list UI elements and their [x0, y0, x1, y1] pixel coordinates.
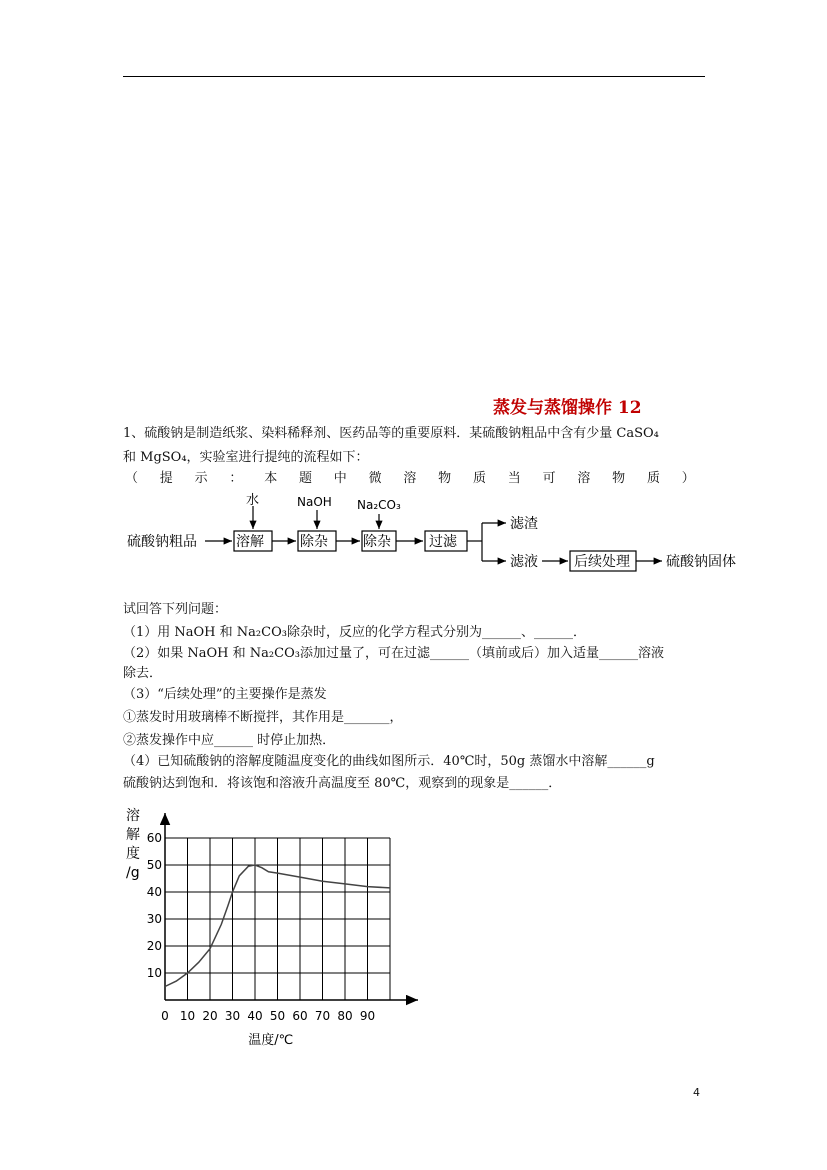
- x-axis-ticks: [161, 1009, 375, 1023]
- hint-char: 质: [646, 471, 660, 486]
- hint-char: 当: [507, 471, 521, 486]
- flow-residue-label: 滤渣: [510, 516, 538, 532]
- reagent-na2co3: Na₂CO₃: [357, 498, 401, 512]
- flow-step-dissolve: 溶解: [236, 534, 264, 550]
- solubility-chart: [118, 800, 438, 1050]
- x-tick-label: 40: [247, 1009, 263, 1023]
- reagent-naoh: NaOH: [297, 495, 332, 509]
- flow-step-remove-impurity-2: 除杂: [363, 534, 391, 550]
- y-tick-label: 10: [146, 966, 162, 980]
- hint-char: 溶: [577, 471, 591, 486]
- question-intro-line2: 和 MgSO₄，实验室进行提纯的流程如下：: [123, 450, 369, 465]
- x-tick-label: 60: [292, 1009, 308, 1023]
- question-3: （3）“后续处理”的主要操作是蒸发: [123, 687, 327, 702]
- hint-char: 物: [438, 471, 452, 486]
- y-tick-label: 50: [146, 858, 162, 872]
- x-tick-label: 10: [179, 1009, 196, 1023]
- y-tick-label: 40: [146, 885, 162, 899]
- flow-step-filter: 过滤: [429, 534, 457, 550]
- question-intro-line1: 1、硫酸钠是制造纸浆、染料稀释剂、医药品等的重要原料．某硫酸钠粗品中含有少量 CaSO₄: [123, 426, 659, 441]
- x-tick-label: 70: [314, 1009, 331, 1023]
- hint-char: 溶: [403, 471, 417, 486]
- y-tick-label: 30: [146, 912, 162, 926]
- questions-prompt: 试回答下列问题：: [123, 602, 228, 617]
- hint-char: （: [125, 471, 139, 486]
- hint-char: 微: [368, 471, 382, 486]
- hint-char: 题: [298, 471, 312, 486]
- x-tick-label: 80: [337, 1009, 353, 1023]
- flow-filtrate-label: 滤液: [510, 554, 538, 570]
- header-rule: [123, 76, 705, 77]
- question-2-line1: （2）如果 NaOH 和 Na₂CO₃添加过量了，可在过滤______（填前或后）加入适量______溶液: [123, 646, 664, 661]
- question-4-line1: （4）已知硫酸钠的溶解度随温度变化的曲线如图所示．40℃时，50g 蒸馏水中溶解______g: [123, 754, 655, 769]
- x-tick-label: 90: [359, 1009, 376, 1023]
- flow-post-processing: 后续处理: [574, 554, 630, 570]
- reagent-water: 水: [246, 493, 260, 508]
- y-axis-label: [126, 807, 140, 881]
- y-axis-ticks: [147, 831, 162, 980]
- hint-char: 物: [612, 471, 626, 486]
- y-label-char: 溶: [126, 808, 140, 824]
- flow-start-label: 硫酸钠粗品: [127, 534, 197, 550]
- hint-char: 本: [264, 471, 278, 486]
- x-axis-label: 温度/℃: [248, 1033, 294, 1048]
- process-flow-diagram: [120, 490, 760, 585]
- y-tick-label: 20: [146, 939, 162, 953]
- flow-step-remove-impurity-1: 除杂: [300, 534, 328, 550]
- x-tick-label: 30: [224, 1009, 241, 1023]
- y-label-char: /g: [126, 865, 140, 881]
- x-tick-label: 20: [202, 1009, 218, 1023]
- y-label-char: 解: [126, 827, 140, 843]
- hint-line: [125, 470, 695, 488]
- question-3-part2: ②蒸发操作中应______ 时停止加热．: [123, 733, 336, 748]
- chart-grid: [165, 813, 418, 1000]
- x-tick-label: 0: [161, 1009, 169, 1023]
- flow-end-label: 硫酸钠固体: [666, 554, 736, 570]
- question-2-line2: 除去．: [123, 666, 163, 681]
- hint-char: ：: [229, 471, 243, 486]
- hint-char: ）: [681, 471, 695, 486]
- hint-char: 示: [194, 471, 208, 486]
- y-tick-label: 60: [146, 831, 162, 845]
- y-label-char: 度: [126, 846, 140, 862]
- x-tick-label: 50: [269, 1009, 286, 1023]
- hint-char: 可: [542, 471, 556, 486]
- hint-char: 质: [472, 471, 486, 486]
- page-number: 4: [693, 1086, 700, 1099]
- question-4-line2: 硫酸钠达到饱和．将该饱和溶液升高温度至 80℃，观察到的现象是______．: [123, 776, 562, 791]
- hint-char: 提: [159, 471, 173, 486]
- hint-char: 中: [333, 471, 347, 486]
- page-title: 蒸发与蒸馏操作 12: [493, 398, 642, 418]
- question-3-part1: ①蒸发时用玻璃棒不断搅拌，其作用是_______，: [123, 710, 403, 725]
- question-1: （1）用 NaOH 和 Na₂CO₃除杂时，反应的化学方程式分别为______、______．: [123, 625, 586, 640]
